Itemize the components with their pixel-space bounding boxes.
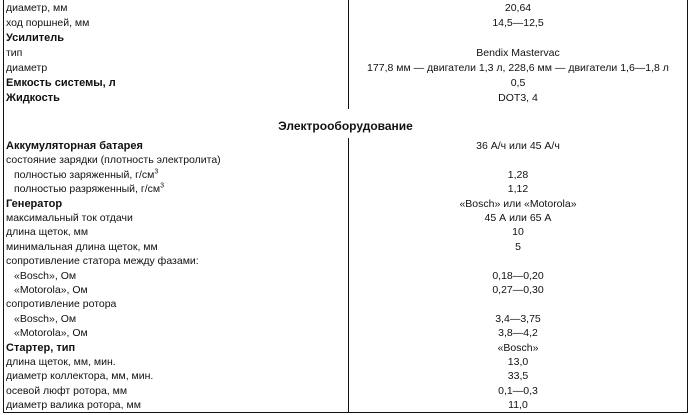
- row-label: тип: [6, 47, 23, 59]
- table-row: [3, 197, 688, 212]
- row-label: «Bosch», Ом: [14, 269, 77, 282]
- table-row: [3, 153, 688, 168]
- row-value: 14,5—12,5: [492, 17, 544, 29]
- row-label: ход поршней, мм: [6, 17, 90, 29]
- table-row: [3, 168, 688, 183]
- row-label: длина щеток, мм, мин.: [6, 356, 116, 368]
- row-label: Аккумуляторная батарея: [6, 140, 143, 152]
- row-value: 10: [512, 226, 524, 239]
- unit-superscript: 3: [160, 182, 164, 190]
- table-row: [3, 211, 688, 226]
- row-label: Стартер, тип: [6, 341, 76, 354]
- row-label: диаметр: [6, 62, 48, 74]
- row-value: Bendix Mastervac: [476, 47, 560, 59]
- row-label: Усилитель: [6, 32, 65, 44]
- table-row: [3, 240, 688, 255]
- table-row: [3, 91, 688, 106]
- row-label: диаметр коллектора, мм, мин.: [6, 370, 154, 383]
- table-row: [3, 297, 688, 312]
- section-title: Электрооборудование: [278, 119, 413, 133]
- table-row: [3, 139, 688, 154]
- row-label: Генератор: [6, 197, 63, 210]
- row-label: «Bosch», Ом: [14, 312, 77, 325]
- row-value: 36 А/ч или 45 А/ч: [476, 140, 560, 152]
- spec-table: [3, 0, 688, 413]
- table-row: [3, 61, 688, 76]
- row-label: минимальная длина щеток, мм: [6, 240, 158, 253]
- table-row: [3, 369, 688, 384]
- row-label: сопротивление ротора: [6, 298, 117, 311]
- row-value: «Bosch»: [497, 341, 539, 354]
- row-value: 177,8 мм — двигатели 1,3 л, 228,6 мм — двигатели 1,6—1,8 л: [367, 62, 669, 74]
- table-row: [3, 326, 688, 341]
- row-value: 3,4—3,75: [495, 312, 541, 325]
- table-row: [3, 341, 688, 356]
- table-row: [3, 16, 688, 31]
- table-row: [3, 1, 688, 16]
- table-row: [3, 31, 688, 46]
- row-value: DOT3, 4: [498, 92, 538, 104]
- table-row: [3, 269, 688, 284]
- row-value: 0,27—0,30: [492, 284, 544, 296]
- row-label: «Motorola», Ом: [14, 327, 88, 340]
- row-value: 33,5: [507, 370, 529, 383]
- row-label: диаметр валика ротора, мм: [6, 399, 141, 412]
- table-row: [3, 76, 688, 91]
- row-label: длина щеток, мм: [6, 226, 89, 239]
- row-value: 0,5: [510, 77, 526, 89]
- row-label: максимальный ток отдачи: [6, 212, 133, 224]
- table-row: [3, 225, 688, 240]
- table-row: [3, 46, 688, 61]
- row-value: 45 А или 65 А: [484, 212, 552, 224]
- row-label: полностью разряженный, $г/см^3$: [14, 182, 164, 196]
- table-row: [3, 312, 688, 327]
- row-value: 0,1—0,3: [498, 384, 538, 397]
- row-value: 13,0: [507, 356, 529, 368]
- row-value: 20,64: [504, 2, 532, 14]
- row-label: Жидкость: [6, 92, 60, 104]
- table-row: [3, 182, 688, 197]
- table-row: [3, 254, 688, 269]
- row-value: 3,8—4,2: [498, 327, 538, 340]
- row-label: сопротивление статора между фазами:: [6, 255, 199, 268]
- row-label: состояние зарядки (плотность электролита): [6, 154, 221, 167]
- table-row: [3, 398, 688, 413]
- table-row: [3, 283, 688, 298]
- row-value: «Bosch» или «Motorola»: [459, 197, 577, 210]
- row-label: Емкость системы, л: [6, 77, 116, 89]
- row-value: 0,18—0,20: [492, 269, 544, 282]
- row-label: «Motorola», Ом: [14, 284, 88, 296]
- row-value: 11,0: [508, 399, 528, 412]
- row-value: 1,12: [507, 183, 529, 196]
- unit-superscript: 3: [154, 168, 159, 176]
- row-value: 1,28: [507, 168, 529, 181]
- row-value: 5: [515, 240, 521, 253]
- table-row: [3, 355, 688, 370]
- table-row: [3, 384, 688, 399]
- row-label: полностью заряженный, $г/см^3$: [14, 168, 159, 181]
- row-label: осевой люфт ротора, мм: [6, 384, 128, 397]
- row-label: диаметр, мм: [6, 2, 68, 14]
